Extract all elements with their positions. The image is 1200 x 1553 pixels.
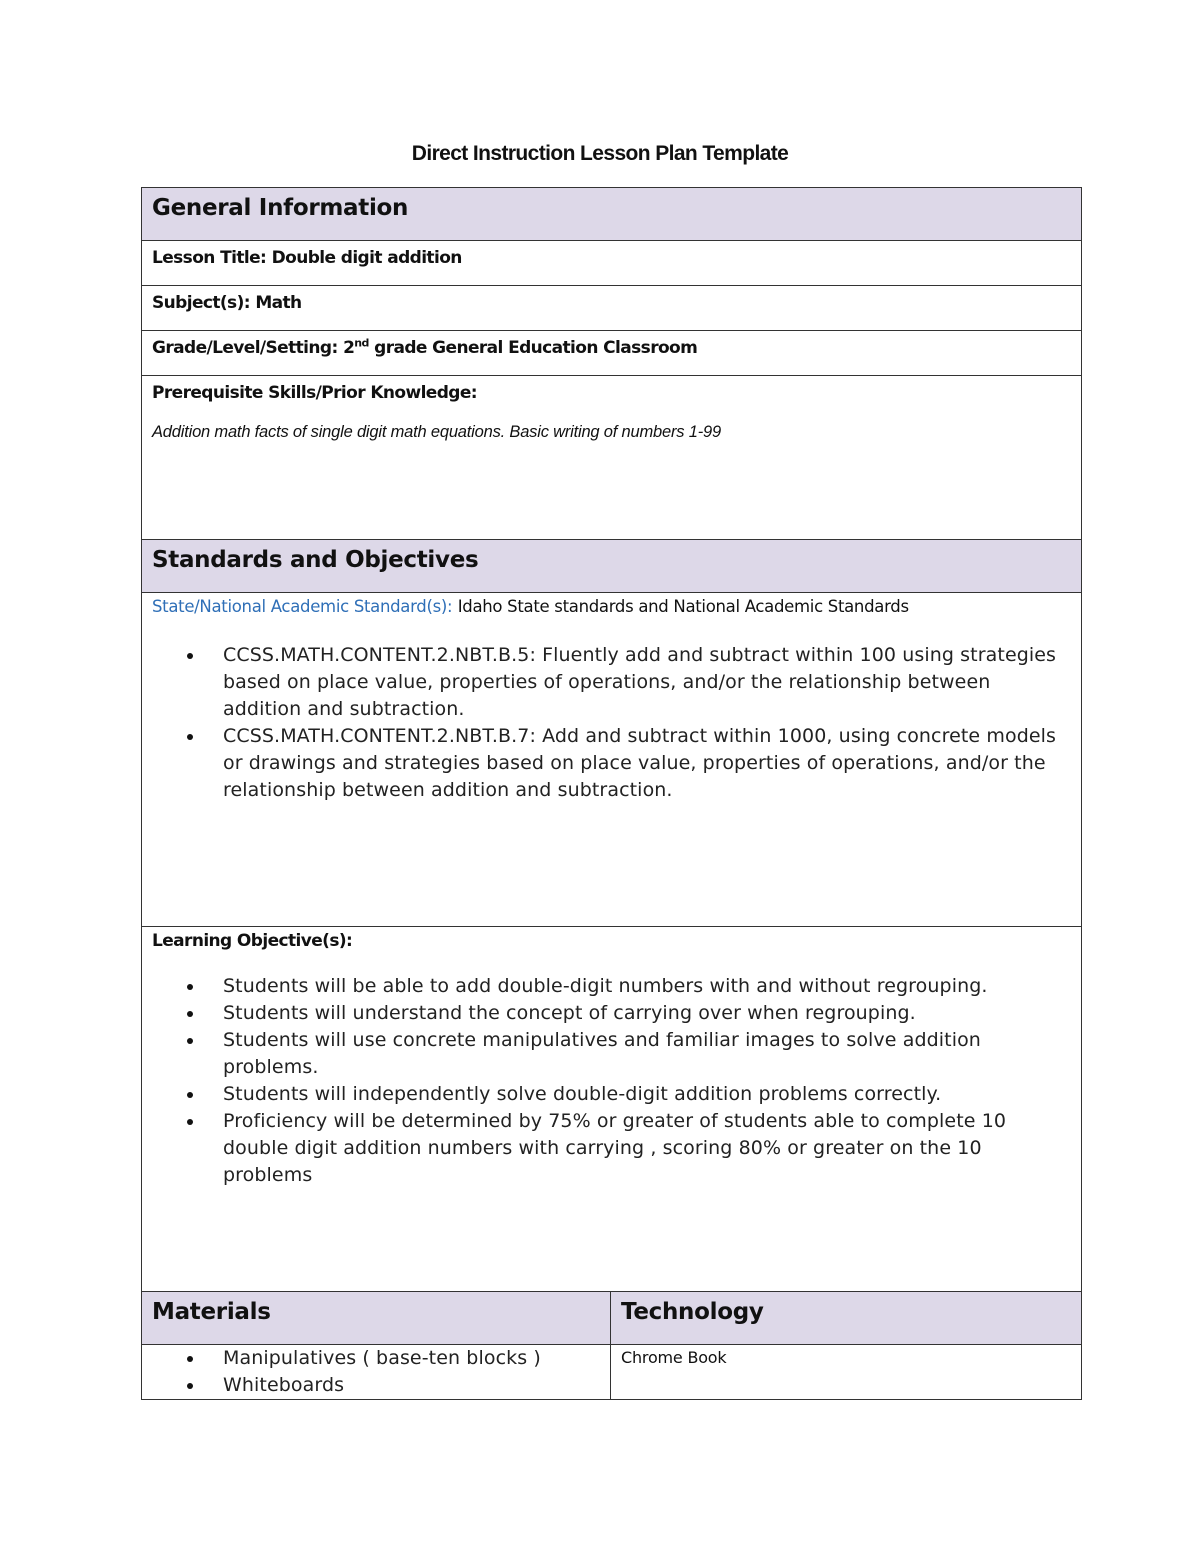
standards-row [142, 593, 1082, 927]
list-item: CCSS.MATH.CONTENT.2.NBT.B.7: Add and subtract within 1000, using concrete models or drawings and strategies based on place value, properties of operations, and/or the relationship between addition and subtraction. [223, 723, 1071, 804]
learning-objectives-label: Learning Objective(s): [152, 931, 353, 951]
grade-value: grade General Education Classroom [374, 338, 698, 358]
technology-cell [611, 1345, 1082, 1400]
general-info-header [142, 188, 1082, 241]
standards-header [142, 540, 1082, 593]
general-info-title: General Information [152, 195, 409, 221]
lesson-title-value: Double digit addition [271, 248, 462, 268]
technology-value: Chrome Book [621, 1348, 727, 1367]
lesson-plan-table [141, 187, 1082, 1400]
materials-title: Materials [152, 1299, 271, 1325]
objectives-list [152, 973, 1071, 1189]
document-title: Direct Instruction Lesson Plan Template [411, 142, 789, 165]
grade-number: 2 [343, 338, 355, 358]
subject-row [142, 286, 1082, 331]
materials-header [142, 1292, 611, 1345]
materials-list [152, 1345, 600, 1399]
prerequisite-value: Addition math facts of single digit math equations. Basic writing of numbers 1-99 [152, 423, 721, 441]
list-item: Whiteboards [223, 1372, 600, 1399]
grade-label: Grade/Level/Setting: [152, 338, 338, 358]
subject-value: Math [255, 293, 302, 313]
prerequisite-label: Prerequisite Skills/Prior Knowledge: [152, 383, 477, 403]
technology-header [611, 1292, 1082, 1345]
prerequisite-row [142, 376, 1082, 540]
state-standard-label: State/National Academic Standard(s): [152, 597, 453, 616]
standards-list [152, 642, 1071, 804]
list-item: Students will be able to add double-digit numbers with and without regrouping. [223, 973, 1071, 1000]
lesson-title-row [142, 241, 1082, 286]
list-item: Proficiency will be determined by 75% or greater of students able to complete 10 double digit addition numbers with carrying , scoring 80% or greater on the 10 problems [223, 1108, 1071, 1189]
list-item: Manipulatives ( base-ten blocks ) [223, 1345, 600, 1372]
learning-objectives-row [142, 927, 1082, 1292]
state-standard-value: Idaho State standards and National Academic Standards [457, 597, 909, 616]
list-item: Students will understand the concept of carrying over when regrouping. [223, 1000, 1071, 1027]
list-item: Students will use concrete manipulatives and familiar images to solve addition problems. [223, 1027, 1071, 1081]
lesson-title-label: Lesson Title: [152, 248, 267, 268]
materials-cell [142, 1345, 611, 1400]
grade-suffix: nd [354, 336, 369, 350]
standards-title: Standards and Objectives [152, 547, 479, 573]
subject-label: Subject(s): [152, 293, 250, 313]
list-item: CCSS.MATH.CONTENT.2.NBT.B.5: Fluently add and subtract within 100 using strategies based on place value, properties of operations, and/or the relationship between addition and subtraction. [223, 642, 1071, 723]
technology-title: Technology [621, 1299, 764, 1325]
grade-row [142, 331, 1082, 376]
list-item: Students will independently solve double-digit addition problems correctly. [223, 1081, 1071, 1108]
